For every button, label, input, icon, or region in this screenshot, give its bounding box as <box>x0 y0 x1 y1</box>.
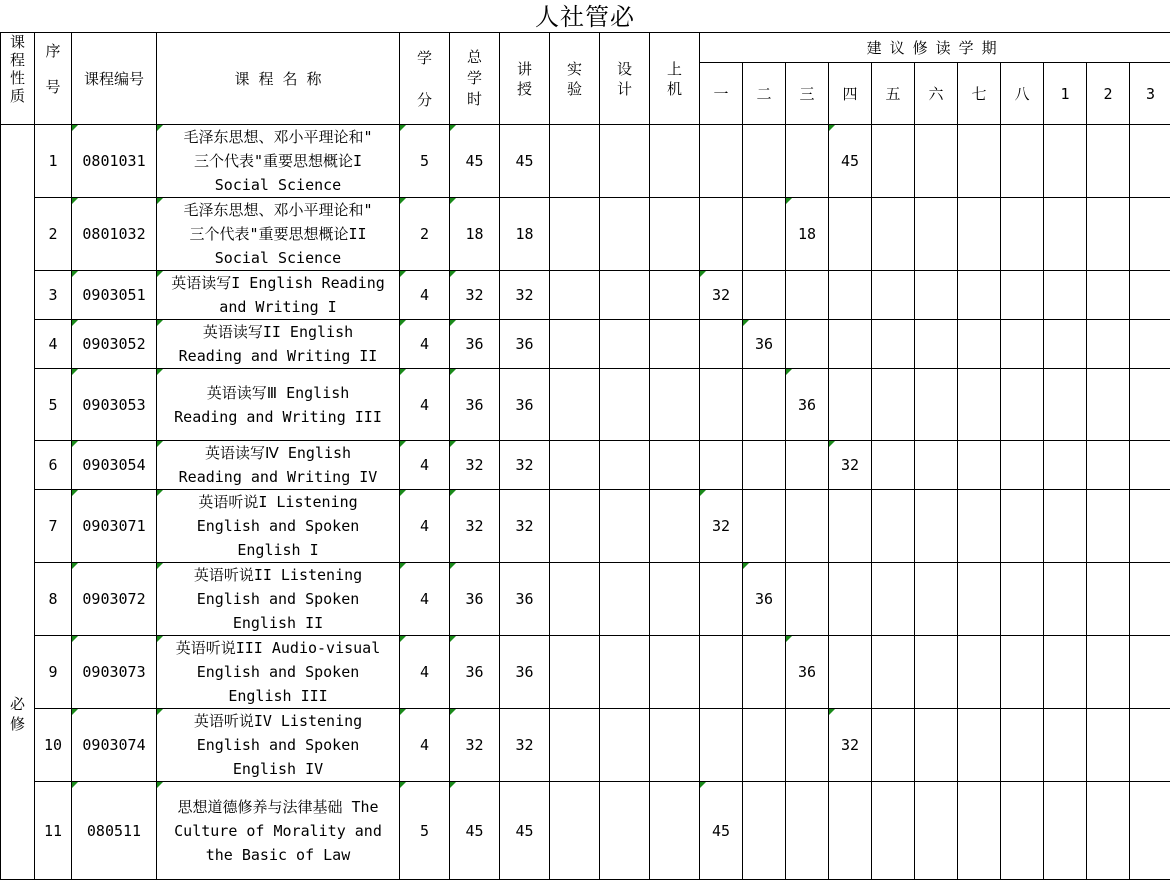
table-row <box>1 782 1170 880</box>
credit-cell: 4 <box>400 369 450 441</box>
header-semester-1: 一 <box>700 63 743 125</box>
header-semester-3: 三 <box>786 63 829 125</box>
credit-cell: 4 <box>400 441 450 490</box>
seq-cell: 3 <box>35 271 72 320</box>
header-suggest-semester: 建议修读学期 <box>700 33 1170 63</box>
semester-hours-cell <box>915 125 958 198</box>
semester-hours-cell <box>700 198 743 271</box>
table-row <box>1 369 1170 441</box>
design-cell <box>600 782 650 880</box>
semester-hours-cell <box>1001 441 1044 490</box>
semester-hours-cell <box>958 490 1001 563</box>
header-design: 设计 <box>600 33 650 125</box>
code-cell: 0903072 <box>72 563 157 636</box>
header-summer-2: 2 <box>1087 63 1130 125</box>
total-hours-cell: 45 <box>450 125 500 198</box>
semester-hours-cell <box>829 636 872 709</box>
credit-cell: 5 <box>400 125 450 198</box>
header-summer-1: 1 <box>1044 63 1087 125</box>
semester-hours-cell <box>743 369 786 441</box>
semester-hours-cell <box>743 636 786 709</box>
semester-hours-cell <box>915 271 958 320</box>
semester-hours-cell <box>1087 490 1130 563</box>
semester-hours-cell: 32 <box>700 271 743 320</box>
design-cell <box>600 563 650 636</box>
semester-hours-cell <box>872 563 915 636</box>
semester-hours-cell <box>1001 709 1044 782</box>
seq-cell: 1 <box>35 125 72 198</box>
total-hours-cell: 18 <box>450 198 500 271</box>
semester-hours-cell <box>743 125 786 198</box>
semester-hours-cell <box>743 709 786 782</box>
semester-hours-cell: 36 <box>786 369 829 441</box>
semester-hours-cell <box>786 490 829 563</box>
header-semester-7: 七 <box>958 63 1001 125</box>
semester-hours-cell <box>1130 271 1170 320</box>
semester-hours-cell <box>1044 271 1087 320</box>
semester-hours-cell <box>1087 320 1130 369</box>
semester-hours-cell <box>1044 198 1087 271</box>
computer-cell <box>650 125 700 198</box>
design-cell <box>600 198 650 271</box>
total-hours-cell: 36 <box>450 320 500 369</box>
semester-hours-cell <box>872 320 915 369</box>
experiment-cell <box>550 271 600 320</box>
credit-cell: 4 <box>400 636 450 709</box>
design-cell <box>600 369 650 441</box>
semester-hours-cell <box>1001 369 1044 441</box>
semester-hours-cell <box>958 636 1001 709</box>
name-cell: 英语读写Ⅲ English Reading and Writing III <box>157 369 400 441</box>
semester-hours-cell <box>786 441 829 490</box>
semester-hours-cell <box>829 490 872 563</box>
table-row <box>1 198 1170 271</box>
semester-hours-cell <box>915 636 958 709</box>
code-cell: 0903071 <box>72 490 157 563</box>
code-cell: 0903074 <box>72 709 157 782</box>
semester-hours-cell <box>700 320 743 369</box>
lecture-cell: 45 <box>500 782 550 880</box>
table-row <box>1 125 1170 198</box>
lecture-cell: 32 <box>500 490 550 563</box>
credit-cell: 4 <box>400 320 450 369</box>
semester-hours-cell <box>700 125 743 198</box>
semester-hours-cell <box>743 198 786 271</box>
total-hours-cell: 32 <box>450 490 500 563</box>
header-semester-4: 四 <box>829 63 872 125</box>
semester-hours-cell <box>1130 490 1170 563</box>
design-cell <box>600 320 650 369</box>
semester-hours-cell <box>1044 782 1087 880</box>
semester-hours-cell <box>743 490 786 563</box>
table-row <box>1 636 1170 709</box>
header-experiment: 实验 <box>550 33 600 125</box>
semester-hours-cell <box>872 369 915 441</box>
seq-cell: 8 <box>35 563 72 636</box>
experiment-cell <box>550 198 600 271</box>
semester-hours-cell <box>872 782 915 880</box>
semester-hours-cell <box>1044 369 1087 441</box>
semester-hours-cell <box>1087 369 1130 441</box>
semester-hours-cell <box>1087 441 1130 490</box>
experiment-cell <box>550 782 600 880</box>
code-cell: 0801032 <box>72 198 157 271</box>
name-cell: 英语听说II Listening English and Spoken English II <box>157 563 400 636</box>
seq-cell: 10 <box>35 709 72 782</box>
semester-hours-cell <box>872 198 915 271</box>
lecture-cell: 36 <box>500 563 550 636</box>
table-row <box>1 490 1170 563</box>
page-title: 人社管必 <box>0 0 1170 32</box>
seq-cell: 5 <box>35 369 72 441</box>
total-hours-cell: 32 <box>450 709 500 782</box>
header-summer-3: 3 <box>1130 63 1170 125</box>
computer-cell <box>650 636 700 709</box>
seq-cell: 7 <box>35 490 72 563</box>
header-semester-5: 五 <box>872 63 915 125</box>
experiment-cell <box>550 490 600 563</box>
lecture-cell: 32 <box>500 709 550 782</box>
semester-hours-cell <box>1087 563 1130 636</box>
semester-hours-cell <box>829 271 872 320</box>
semester-hours-cell <box>1001 782 1044 880</box>
computer-cell <box>650 441 700 490</box>
semester-hours-cell <box>700 709 743 782</box>
semester-hours-cell <box>958 125 1001 198</box>
semester-hours-cell <box>1044 441 1087 490</box>
code-cell: 0903051 <box>72 271 157 320</box>
semester-hours-cell: 45 <box>700 782 743 880</box>
semester-hours-cell <box>700 563 743 636</box>
semester-hours-cell <box>1044 490 1087 563</box>
total-hours-cell: 32 <box>450 441 500 490</box>
semester-hours-cell: 32 <box>700 490 743 563</box>
header-computer: 上机 <box>650 33 700 125</box>
semester-hours-cell <box>1087 782 1130 880</box>
semester-hours-cell <box>1130 441 1170 490</box>
seq-cell: 4 <box>35 320 72 369</box>
semester-hours-cell <box>958 563 1001 636</box>
experiment-cell <box>550 563 600 636</box>
semester-hours-cell <box>1087 198 1130 271</box>
design-cell <box>600 490 650 563</box>
semester-hours-cell <box>1130 709 1170 782</box>
name-cell: 思想道德修养与法律基础 The Culture of Morality and the Basic of Law <box>157 782 400 880</box>
semester-hours-cell: 36 <box>743 563 786 636</box>
course-nature-cell: 必修 <box>1 125 35 880</box>
lecture-cell: 36 <box>500 369 550 441</box>
code-cell: 080511 <box>72 782 157 880</box>
semester-hours-cell <box>829 782 872 880</box>
semester-hours-cell <box>1130 320 1170 369</box>
semester-hours-cell <box>1130 636 1170 709</box>
semester-hours-cell: 18 <box>786 198 829 271</box>
total-hours-cell: 36 <box>450 563 500 636</box>
semester-hours-cell <box>915 320 958 369</box>
semester-hours-cell <box>700 441 743 490</box>
lecture-cell: 18 <box>500 198 550 271</box>
table-body <box>1 125 1170 880</box>
seq-cell: 9 <box>35 636 72 709</box>
design-cell <box>600 125 650 198</box>
total-hours-cell: 45 <box>450 782 500 880</box>
semester-hours-cell <box>958 198 1001 271</box>
header-code: 课程编号 <box>72 33 157 125</box>
design-cell <box>600 709 650 782</box>
experiment-cell <box>550 709 600 782</box>
code-cell: 0903073 <box>72 636 157 709</box>
semester-hours-cell <box>872 125 915 198</box>
semester-hours-cell <box>700 369 743 441</box>
semester-hours-cell <box>786 125 829 198</box>
header-nature: 课程性质 <box>1 33 35 125</box>
table-row <box>1 709 1170 782</box>
table-row <box>1 563 1170 636</box>
semester-hours-cell <box>1001 636 1044 709</box>
credit-cell: 4 <box>400 271 450 320</box>
semester-hours-cell <box>786 709 829 782</box>
semester-hours-cell <box>786 782 829 880</box>
table-row <box>1 271 1170 320</box>
semester-hours-cell <box>743 271 786 320</box>
semester-hours-cell <box>872 441 915 490</box>
credit-cell: 5 <box>400 782 450 880</box>
semester-hours-cell <box>958 369 1001 441</box>
semester-hours-cell <box>786 563 829 636</box>
design-cell <box>600 271 650 320</box>
experiment-cell <box>550 320 600 369</box>
header-semester-8: 八 <box>1001 63 1044 125</box>
total-hours-cell: 32 <box>450 271 500 320</box>
credit-cell: 4 <box>400 709 450 782</box>
name-cell: 英语读写I English Reading and Writing I <box>157 271 400 320</box>
semester-hours-cell <box>1044 125 1087 198</box>
computer-cell <box>650 369 700 441</box>
semester-hours-cell <box>1130 369 1170 441</box>
experiment-cell <box>550 125 600 198</box>
header-semester-2: 二 <box>743 63 786 125</box>
header-credit: 学 分 <box>400 33 450 125</box>
table-row <box>1 320 1170 369</box>
code-cell: 0903052 <box>72 320 157 369</box>
semester-hours-cell <box>872 490 915 563</box>
semester-hours-cell <box>915 709 958 782</box>
semester-hours-cell: 36 <box>786 636 829 709</box>
semester-hours-cell <box>786 320 829 369</box>
name-cell: 英语读写II English Reading and Writing II <box>157 320 400 369</box>
credit-cell: 4 <box>400 563 450 636</box>
semester-hours-cell <box>1001 490 1044 563</box>
experiment-cell <box>550 636 600 709</box>
computer-cell <box>650 198 700 271</box>
code-cell: 0903053 <box>72 369 157 441</box>
seq-cell: 11 <box>35 782 72 880</box>
computer-cell <box>650 782 700 880</box>
experiment-cell <box>550 441 600 490</box>
semester-hours-cell <box>1001 198 1044 271</box>
semester-hours-cell <box>743 782 786 880</box>
semester-hours-cell <box>915 198 958 271</box>
semester-hours-cell <box>1044 636 1087 709</box>
experiment-cell <box>550 369 600 441</box>
name-cell: 毛泽东思想、邓小平理论和" 三个代表"重要思想概论II Social Science <box>157 198 400 271</box>
semester-hours-cell <box>915 490 958 563</box>
seq-cell: 6 <box>35 441 72 490</box>
semester-hours-cell <box>1087 709 1130 782</box>
semester-hours-cell <box>872 709 915 782</box>
name-cell: 毛泽东思想、邓小平理论和" 三个代表"重要思想概论I Social Science <box>157 125 400 198</box>
semester-hours-cell <box>829 369 872 441</box>
credit-cell: 4 <box>400 490 450 563</box>
name-cell: 英语听说I Listening English and Spoken English I <box>157 490 400 563</box>
header-lecture: 讲授 <box>500 33 550 125</box>
header-seq: 序号 <box>35 33 72 125</box>
semester-hours-cell <box>743 441 786 490</box>
semester-hours-cell <box>700 636 743 709</box>
lecture-cell: 32 <box>500 271 550 320</box>
semester-hours-cell <box>915 563 958 636</box>
name-cell: 英语读写Ⅳ English Reading and Writing IV <box>157 441 400 490</box>
code-cell: 0801031 <box>72 125 157 198</box>
semester-hours-cell <box>1087 271 1130 320</box>
semester-hours-cell <box>1130 782 1170 880</box>
header-semester-6: 六 <box>915 63 958 125</box>
semester-hours-cell <box>915 441 958 490</box>
semester-hours-cell <box>915 369 958 441</box>
semester-hours-cell <box>1087 636 1130 709</box>
semester-hours-cell: 36 <box>743 320 786 369</box>
computer-cell <box>650 563 700 636</box>
semester-hours-cell <box>915 782 958 880</box>
semester-hours-cell <box>1130 563 1170 636</box>
semester-hours-cell <box>1001 563 1044 636</box>
semester-hours-cell <box>872 271 915 320</box>
semester-hours-cell <box>958 709 1001 782</box>
semester-hours-cell: 32 <box>829 709 872 782</box>
semester-hours-cell <box>1001 320 1044 369</box>
semester-hours-cell <box>958 782 1001 880</box>
semester-hours-cell <box>958 320 1001 369</box>
semester-hours-cell <box>1044 709 1087 782</box>
computer-cell <box>650 709 700 782</box>
credit-cell: 2 <box>400 198 450 271</box>
lecture-cell: 36 <box>500 636 550 709</box>
semester-hours-cell <box>829 320 872 369</box>
name-cell: 英语听说III Audio-visual English and Spoken English III <box>157 636 400 709</box>
computer-cell <box>650 320 700 369</box>
semester-hours-cell <box>1044 320 1087 369</box>
semester-hours-cell <box>1001 271 1044 320</box>
computer-cell <box>650 271 700 320</box>
lecture-cell: 45 <box>500 125 550 198</box>
header-total-hours: 总学时 <box>450 33 500 125</box>
semester-hours-cell <box>958 441 1001 490</box>
semester-hours-cell <box>1130 198 1170 271</box>
semester-hours-cell: 45 <box>829 125 872 198</box>
total-hours-cell: 36 <box>450 636 500 709</box>
semester-hours-cell: 32 <box>829 441 872 490</box>
lecture-cell: 36 <box>500 320 550 369</box>
semester-hours-cell <box>786 271 829 320</box>
semester-hours-cell <box>1130 125 1170 198</box>
computer-cell <box>650 490 700 563</box>
design-cell <box>600 441 650 490</box>
semester-hours-cell <box>1044 563 1087 636</box>
name-cell: 英语听说IV Listening English and Spoken English IV <box>157 709 400 782</box>
seq-cell: 2 <box>35 198 72 271</box>
semester-hours-cell <box>1001 125 1044 198</box>
design-cell <box>600 636 650 709</box>
header-name: 课 程 名 称 <box>157 33 400 125</box>
semester-hours-cell <box>829 198 872 271</box>
semester-hours-cell <box>1087 125 1130 198</box>
lecture-cell: 32 <box>500 441 550 490</box>
semester-hours-cell <box>829 563 872 636</box>
semester-hours-cell <box>872 636 915 709</box>
semester-hours-cell <box>958 271 1001 320</box>
total-hours-cell: 36 <box>450 369 500 441</box>
course-table <box>0 32 1170 880</box>
table-row <box>1 441 1170 490</box>
code-cell: 0903054 <box>72 441 157 490</box>
